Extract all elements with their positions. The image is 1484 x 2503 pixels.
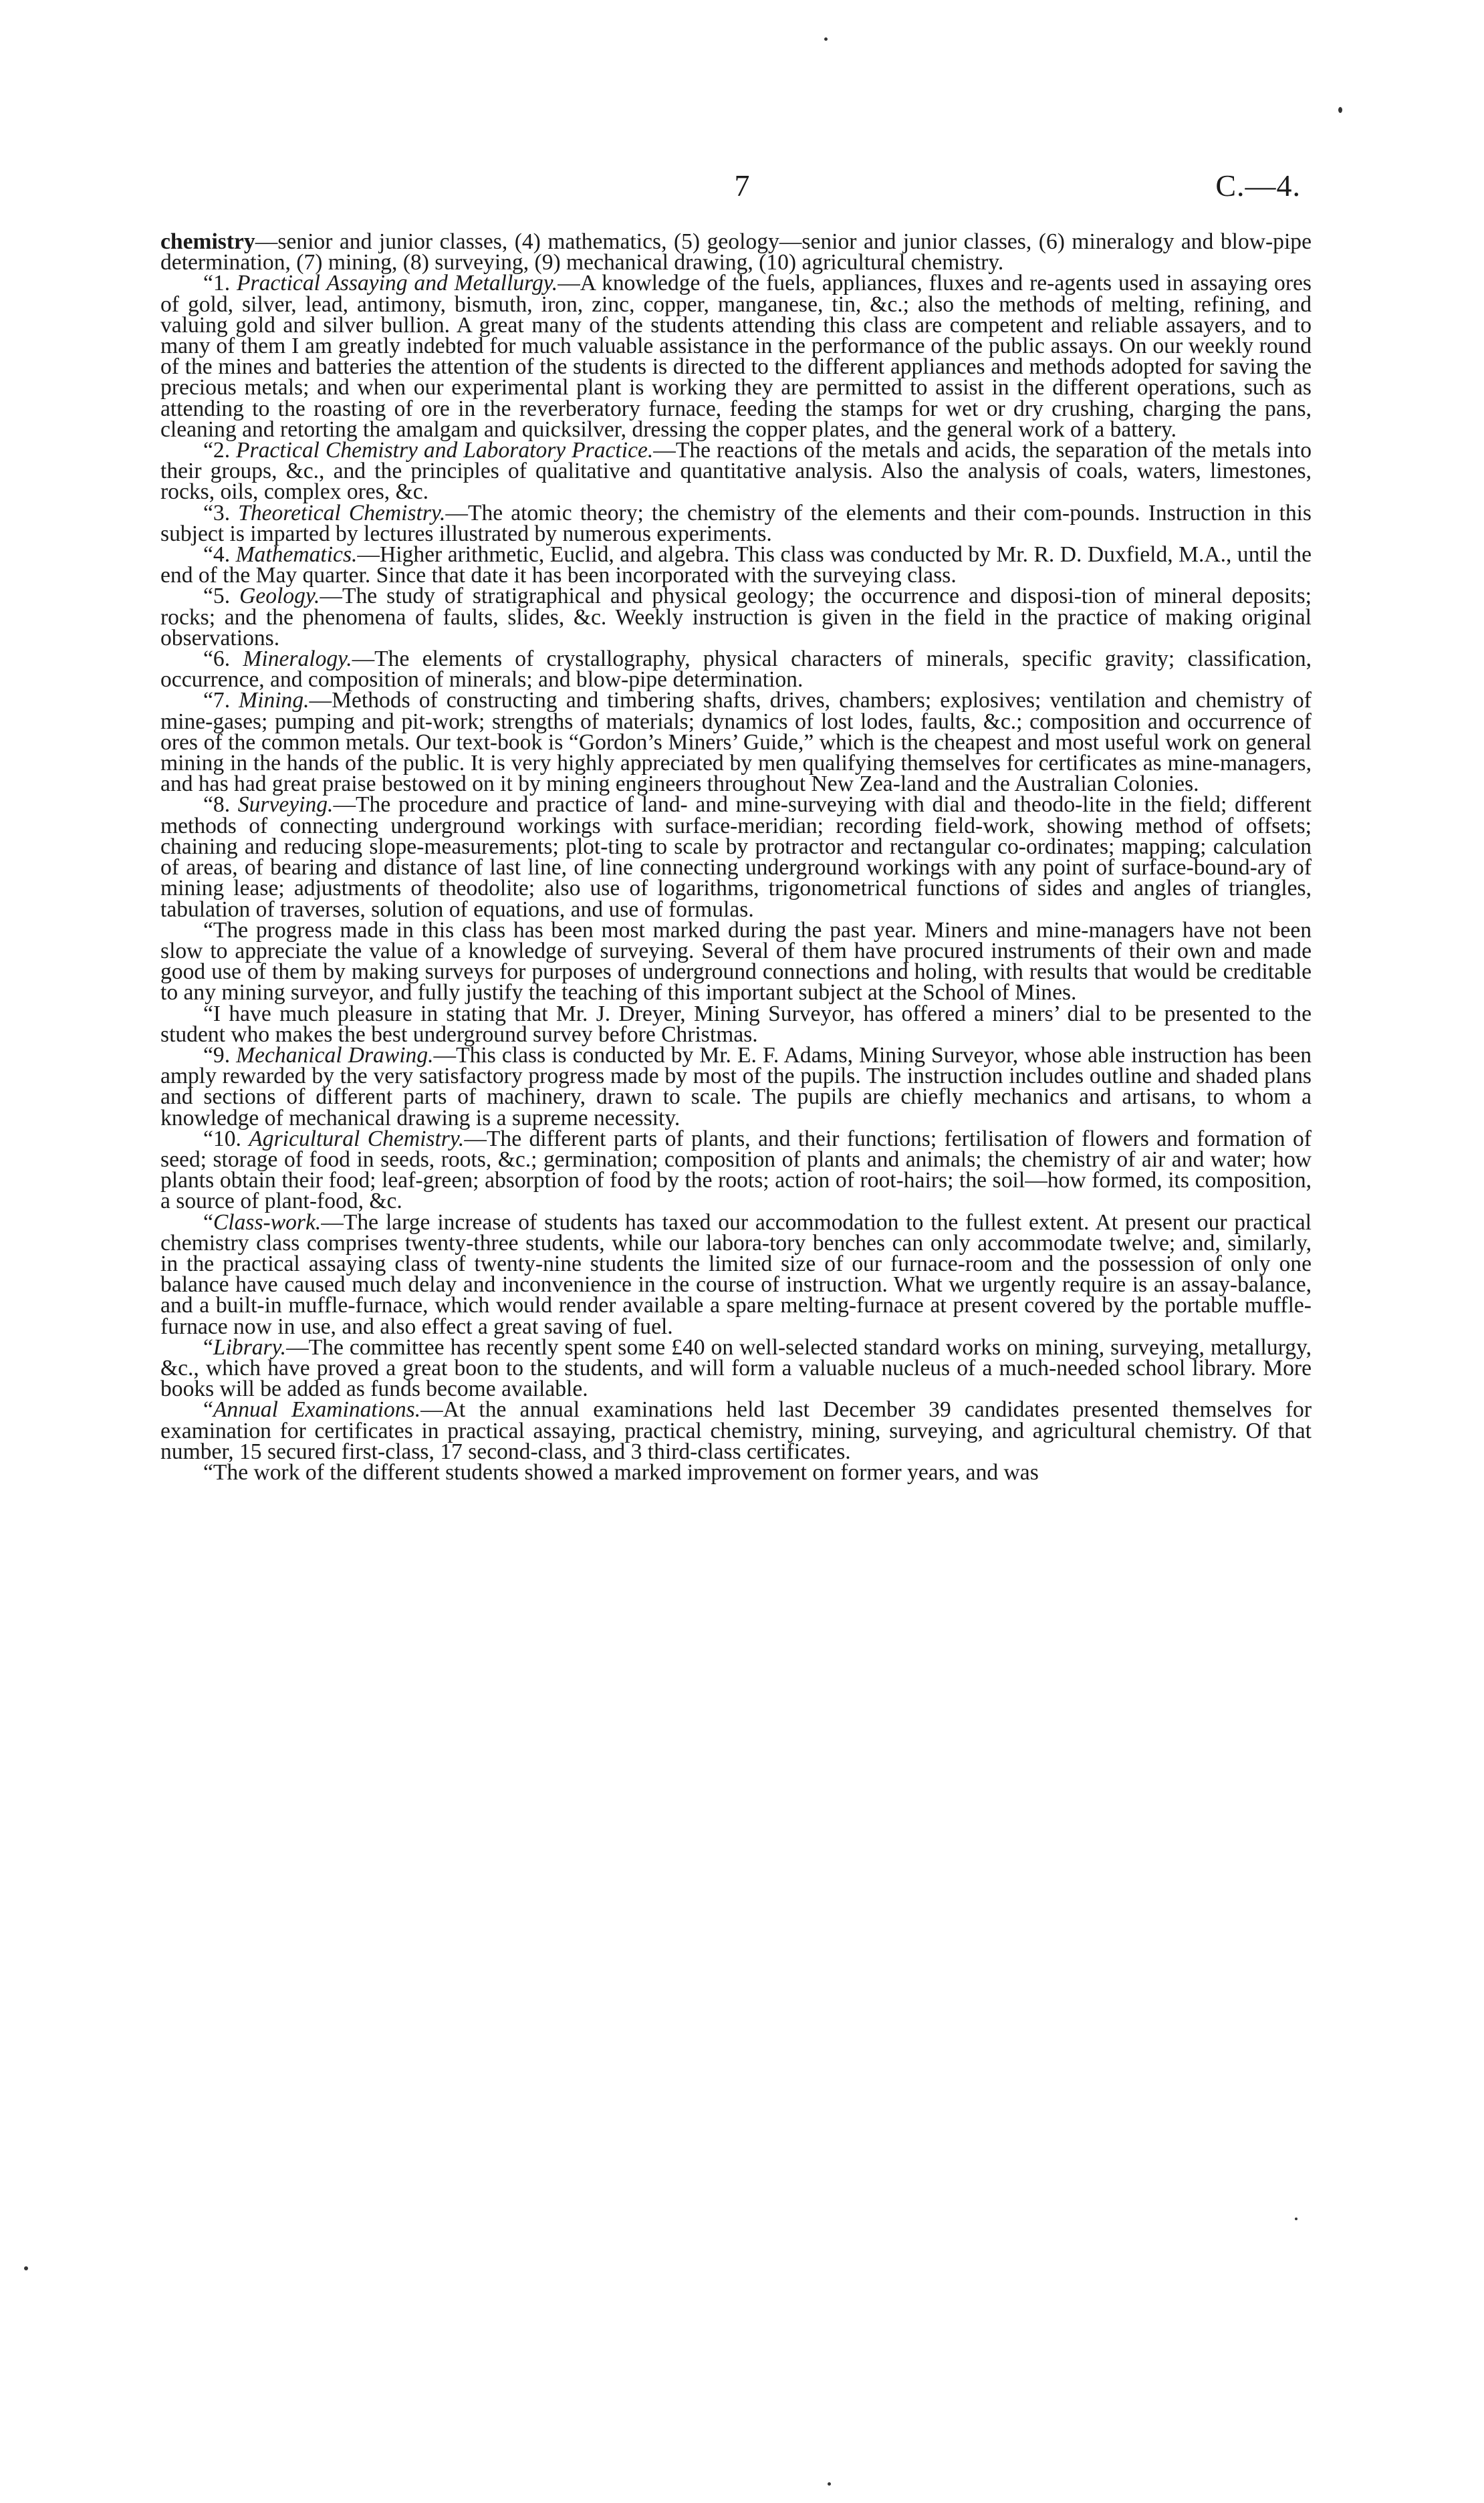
paragraph-text: —Higher arithmetic, Euclid, and algebra. This class was conducted by Mr. R. D. Duxfield, M.A., until the end of the May quarter. Since that date it has been incorporated with the surveying class. <box>160 542 1312 588</box>
paragraph-number: “9. <box>203 1042 237 1068</box>
paragraph-number: “2. <box>203 438 237 463</box>
paragraph-text: —The elements of crystallography, physical characters of minerals, specific gravity; classification, occurrence, and composition of minerals; and blow-pipe determination. <box>160 646 1312 693</box>
scan-speck <box>824 37 828 41</box>
series-reference: C.—4. <box>1215 168 1301 203</box>
paragraph-number: “10. <box>203 1126 249 1151</box>
paragraph-class-work <box>160 1209 1312 1339</box>
section-heading: Practical Chemistry and Laboratory Practice. <box>236 438 654 463</box>
paragraph-text: —The procedure and practice of land- and mine-surveying with dial and theodo-lite in the field; different methods of connecting underground workings with surface-meridian; recording field-work, showing method of offsets; chaining and reducing slope-measurements; plot-ting to scale by protractor and rectangular co-ordinates; mapping; calculation of areas, of bearing and distance of last line, of line connecting underground workings with any point of surface-bound-ary of mining lease; adjustments of theodolite; also use of logarithms, trigonometrical functions of sides and angles of triangles, tabulation of traverses, solution of equations, and use of formulas. <box>160 792 1312 922</box>
body-text <box>160 231 1312 1483</box>
paragraph-practical-chemistry <box>160 440 1312 503</box>
paragraph-text: —The reactions of the metals and acids, the separation of the metals into their groups, &c., and the principles of qualitative and quantitative analysis. Also the analysis of coals, waters, limestones, rocks, oils, complex ores, &c. <box>160 438 1312 505</box>
opening-quote: “ <box>203 1209 213 1235</box>
paragraph-text: The progress made in this class has been most marked during the past year. Miners and mine-managers have not been slow to appreciate the value of a knowledge of surveying. Several of them have procured instruments of their own and made good use of them by making surveys for purposes of underground connections and holing, with results that would be creditable to any mining surveyor, and fully justify the teaching of this important subject at the School of Mines. <box>160 917 1312 1005</box>
scan-speck <box>1295 2218 1297 2220</box>
paragraph-library <box>160 1334 1312 1402</box>
paragraph-text: The work of the different students showed a marked improvement on former years, and was <box>213 1459 1039 1485</box>
section-heading: Mineralogy. <box>243 646 352 672</box>
scan-speck <box>24 2266 28 2270</box>
paragraph-text: —The large increase of students has taxed our accommodation to the fullest extent. At present our practical chemistry class comprises twenty-three students, while our labora-tory benches can only accommodate twelve; and, similarly, in the practical assaying class of twenty-nine students the limited size of our furnace-room and the possession of only one balance have caused much delay and inconvenience in the course of instruction. What we urgently require is an assay-balance, and a built-in muffle-furnace, which would render available a spare melting-furnace at present covered by the portable muffle-furnace now in use, and also effect a great saving of fuel. <box>160 1209 1312 1339</box>
paragraph-number: “1. <box>203 271 237 296</box>
paragraph-number: “8. <box>203 792 238 818</box>
paragraph-text: —The atomic theory; the chemistry of the elements and their com-pounds. Instruction in this subject is imparted by lectures illustrated by numerous experiments. <box>160 500 1312 546</box>
paragraph-surveying <box>160 792 1312 922</box>
section-heading: Annual Examinations. <box>213 1397 421 1423</box>
paragraph-theoretical-chemistry <box>160 500 1312 546</box>
paragraph-annual-examinations <box>160 1399 1312 1462</box>
paragraph-course-list <box>160 231 1312 273</box>
paragraph-text: —The study of stratigraphical and physical geology; the occurrence and disposi-tion of mineral deposits; rocks; and the phenomena of faults, slides, &c. Weekly instruction is given in the field in the practice of making original observations. <box>160 584 1312 650</box>
opening-quote: “ <box>203 1334 213 1360</box>
paragraph-number: “7. <box>203 688 239 713</box>
paragraph-text: —A knowledge of the fuels, appliances, fluxes and re-agents used in assaying ores of gold, silver, lead, antimony, bismuth, iron, zinc, copper, manganese, tin, &c.; also the methods of melting, refining, and valuing gold and silver bullion. A great many of the students attending this class are competent and reliable assayers, and to many of them I am greatly indebted for much valuable assistance in the performance of the public assays. On our weekly round of the mines and batteries the attention of the students is directed to the different appliances and methods adopted for saving the precious metals; and when our experimental plant is working they are permitted to assist in the different operations, such as attending to the roasting of ore in the reverberatory furnace, feeding the stamps for wet or dry crushing, charging the pans, cleaning and retorting the amalgam and quicksilver, dressing the copper plates, and the general work of a battery. <box>160 271 1312 442</box>
paragraph-geology <box>160 586 1312 648</box>
opening-quote: “ <box>203 1397 213 1423</box>
section-heading: Mathematics. <box>235 542 358 568</box>
section-heading: Agricultural Chemistry. <box>249 1126 465 1151</box>
paragraph-assaying <box>160 273 1312 440</box>
paragraph-text: I have much pleasure in stating that Mr. J. Dreyer, Mining Surveyor, has offered a miners’ dial to be presented to the student who makes the best underground survey before Christmas. <box>160 1001 1312 1047</box>
paragraph-mechanical-drawing <box>160 1042 1312 1130</box>
paragraph-number: “5. <box>203 584 240 609</box>
paragraph-text: —The committee has recently spent some £40 on well-selected standard works on mining, surveying, metallurgy, &c., which have proved a great boon to the students, and will form a valuable nucleus of a much-needed school library. More books will be added as funds become available. <box>160 1334 1312 1402</box>
page-number: 7 <box>734 168 750 203</box>
opening-quote: “ <box>203 917 213 943</box>
paragraph-mathematics <box>160 544 1312 586</box>
paragraph-text: —senior and junior classes, (4) mathematics, (5) geology—senior and junior classes, (6) mineralogy and blow-pipe determination, (7) mining, (8) surveying, (9) mechanical drawing, (10) agricultural chemistry. <box>160 229 1312 275</box>
section-heading: Mining. <box>239 688 310 713</box>
paragraph-mining <box>160 688 1312 797</box>
scan-speck <box>1338 107 1342 113</box>
section-heading: Practical Assaying and Metallurgy. <box>237 271 558 296</box>
paragraph-number: “6. <box>203 646 243 672</box>
opening-quote: “ <box>203 1459 213 1485</box>
paragraph-agricultural-chemistry <box>160 1128 1312 1212</box>
paragraph-text: —Methods of constructing and timbering shafts, drives, chambers; explosives; ventilation and chemistry of mine-gases; pumping and pit-work; strengths of materials; dynamics of lost lodes, faults, &c.; composition and occurrence of ores of the common metals. Our text-book is “Gordon’s Miners’ Guide,” which is the cheapest and most useful work on general mining in the hands of the public. It is very highly appreciated by men qualifying themselves for certificates as mine-managers, and has had great praise bestowed on it by mining engineers throughout New Zea-land and the Australian Colonies. <box>160 688 1312 797</box>
section-heading: Theoretical Chemistry. <box>238 500 446 525</box>
paragraph-surveying-progress <box>160 917 1312 1005</box>
section-heading: Library. <box>213 1334 287 1360</box>
paragraph-number: “4. <box>203 542 236 568</box>
section-heading: Geology. <box>239 584 320 609</box>
paragraph-text: —The different parts of plants, and their functions; fertilisation of flowers and formation of seed; storage of food in seeds, roots, &c.; germination; composition of plants and animals; the chemistry of air and water; how plants obtain their food; leaf-green; absorption of food by the roots; action of root-hairs; the soil—how formed, its composition, a source of plant-food, &c. <box>160 1126 1312 1214</box>
paragraph-text: —At the annual examinations held last December 39 candidates presented themselves for examination for certificates in practical assaying, practical chemistry, mining, surveying, and agricultural chemistry. Of that number, 15 secured first-class, 17 second-class, and 3 third-class certificates. <box>160 1397 1312 1464</box>
paragraph-text: —This class is conducted by Mr. E. F. Adams, Mining Surveyor, whose able instruction has been amply rewarded by the very satisfactory progress made by most of the pupils. The instruction includes outline and shaded plans and sections of different parts of machinery, drawn to scale. The pupils are chiefly mechanics and artisans, to whom a knowledge of mechanical drawing is a supreme necessity. <box>160 1042 1312 1130</box>
paragraph-student-work <box>160 1459 1312 1485</box>
section-heading: Mechanical Drawing. <box>236 1042 434 1068</box>
scan-speck <box>828 2482 831 2486</box>
opening-quote: “ <box>203 1001 213 1026</box>
section-heading: Class-work. <box>213 1209 322 1235</box>
section-heading: Surveying. <box>237 792 334 818</box>
paragraph-mineralogy <box>160 646 1312 693</box>
paragraph-dreyer-prize <box>160 1003 1312 1045</box>
paragraph-number: “3. <box>203 500 239 525</box>
lead-word: chemistry <box>160 229 255 254</box>
